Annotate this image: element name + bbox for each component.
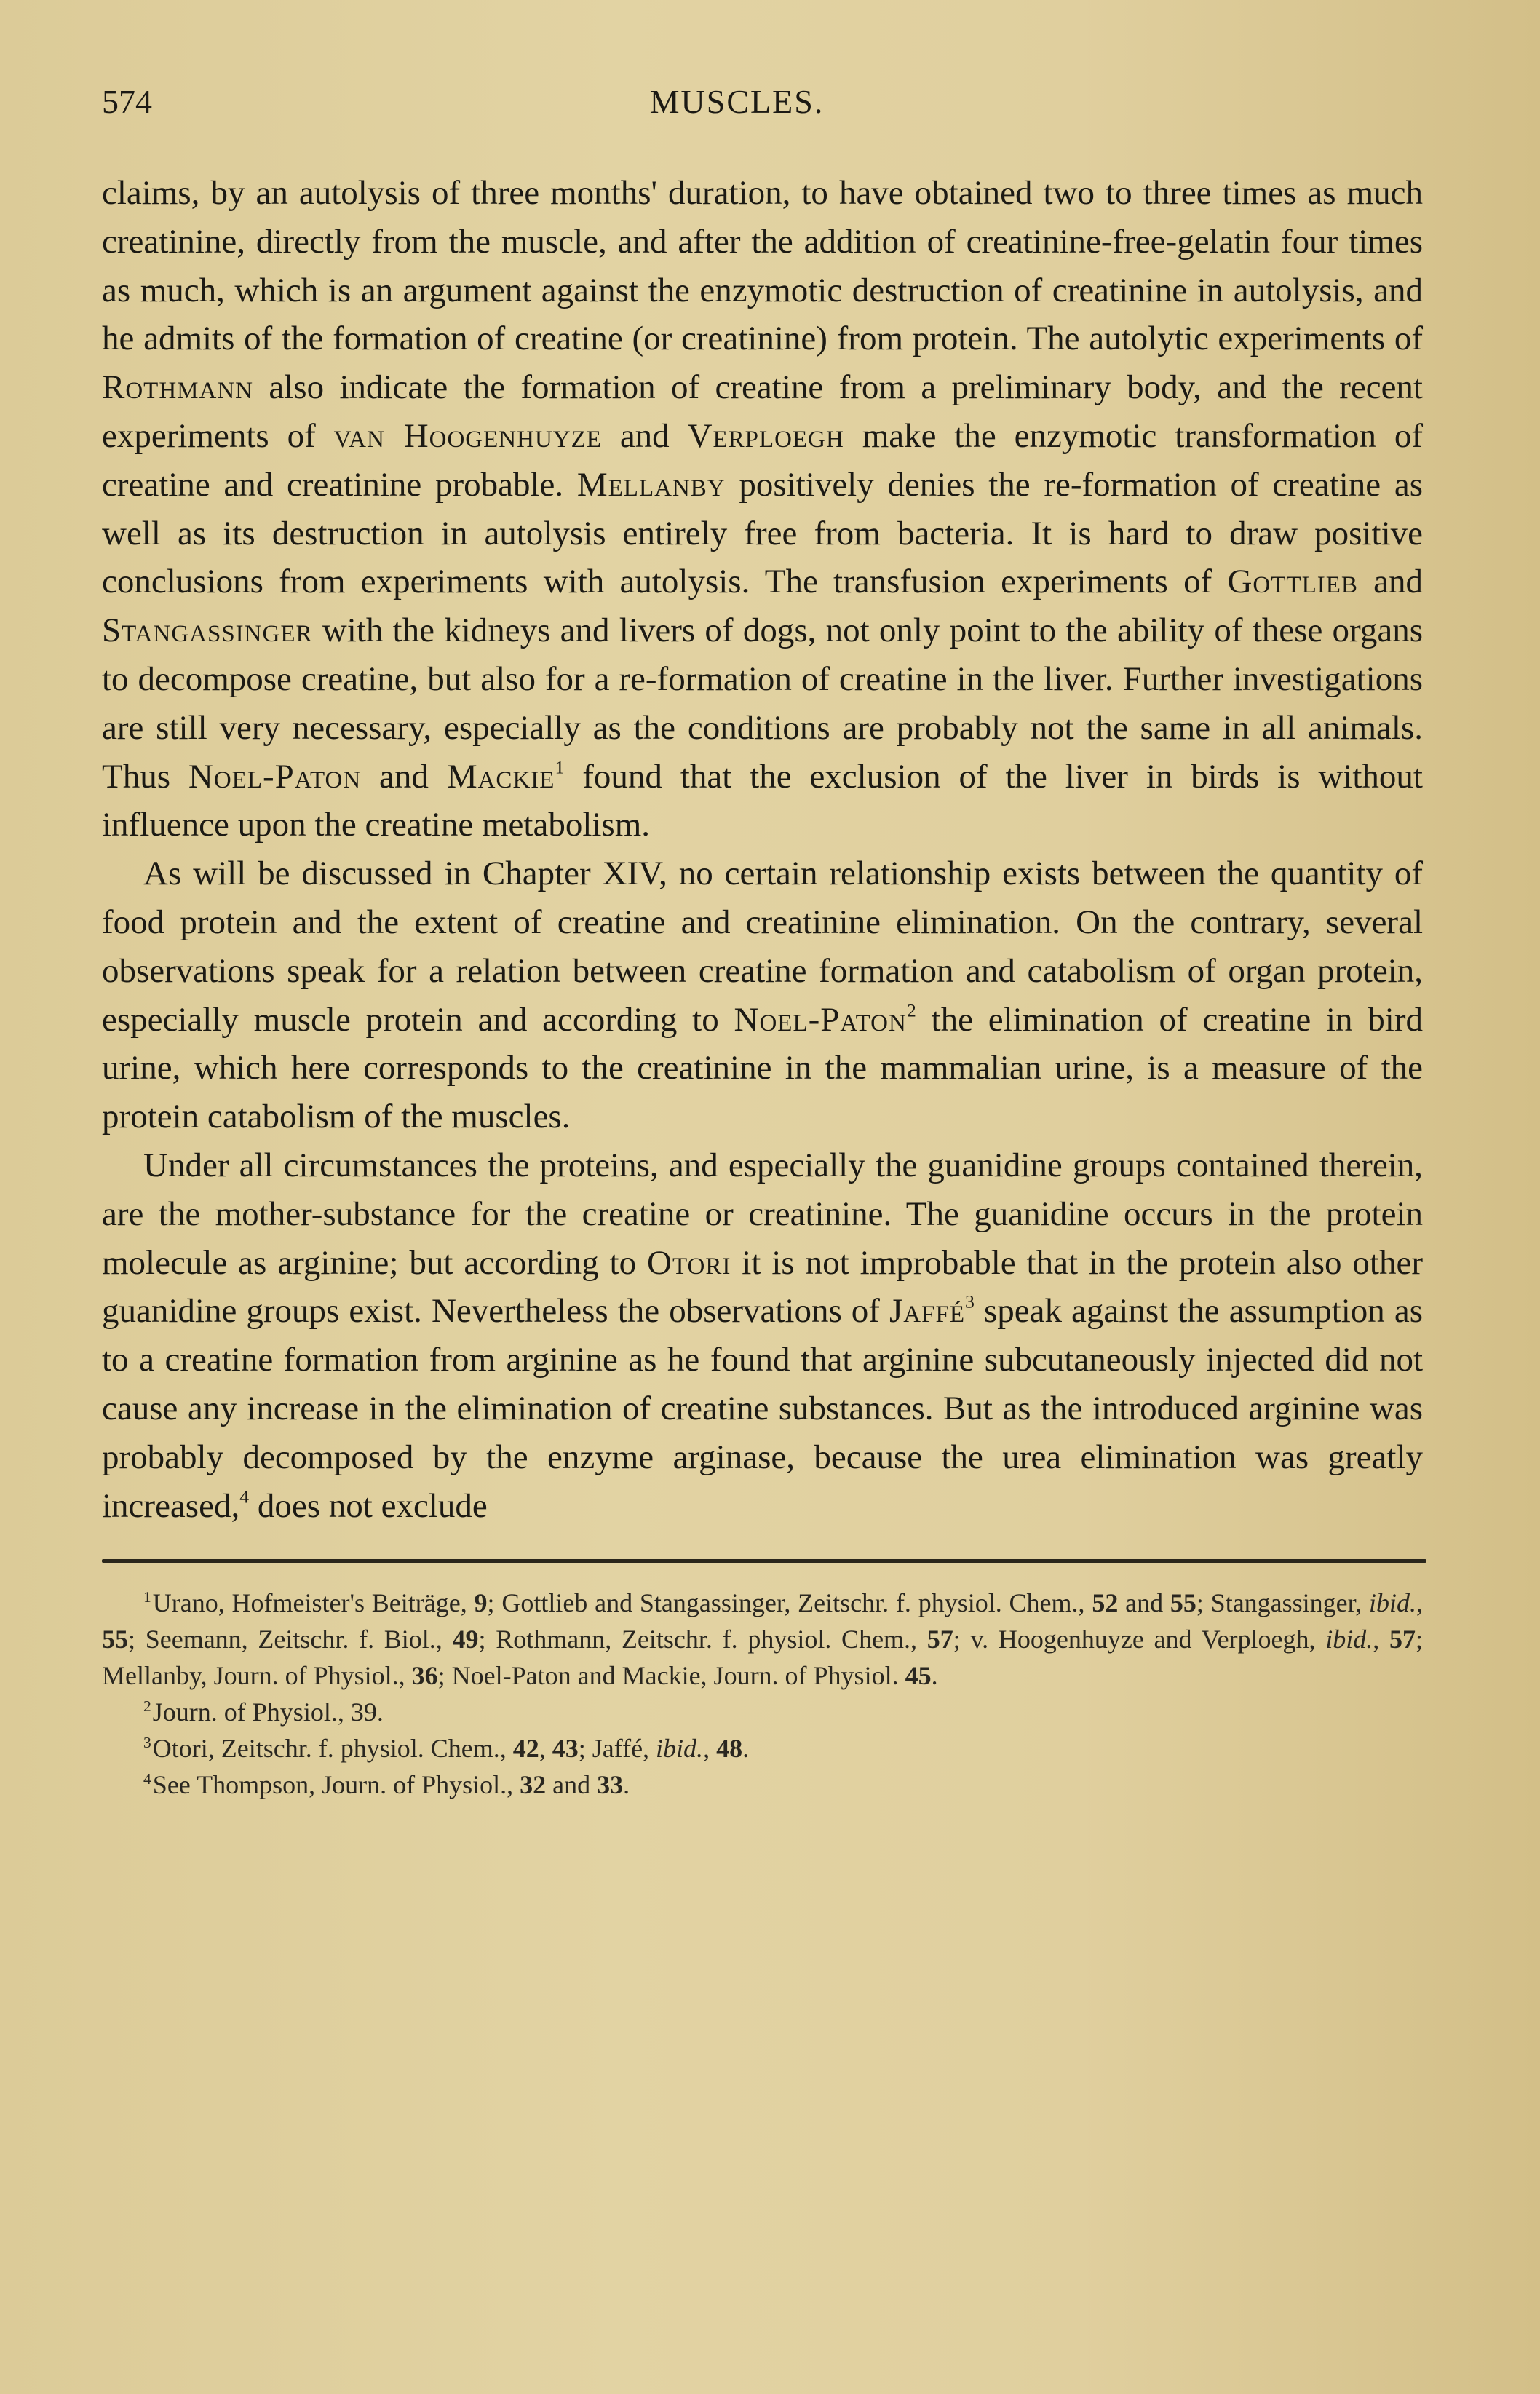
running-title: MUSCLES. [649, 83, 825, 120]
footnote-reference: 3 [965, 1291, 975, 1312]
footnote-marker: 3 [143, 1734, 151, 1752]
italic-text: ibid. [1369, 1588, 1417, 1618]
page-number: 574 [102, 83, 152, 120]
volume-number: 57 [1389, 1625, 1416, 1654]
text-run: ; Mellanby, Journ. of Physiol., [102, 1625, 1423, 1691]
text-run: ; Seemann, Zeitschr. f. Biol., [128, 1625, 453, 1654]
author-name: Stangassinger [102, 611, 313, 650]
text-run: positively denies the re-formation of creatine as well as its destruction in autolysis entirely free from bacteria. It is hard to draw positive conclusions from experiments with autolysis. The transfusion experiments of [102, 465, 1423, 601]
volume-number: 45 [905, 1661, 932, 1691]
text-run: Urano, Hofmeister's Beiträge, [152, 1588, 475, 1618]
footnote-reference: 2 [906, 999, 916, 1021]
running-head [102, 73, 1423, 131]
author-name: Verploegh [687, 416, 844, 455]
volume-number: 49 [452, 1625, 479, 1654]
volume-number: 43 [552, 1734, 579, 1764]
text-run: and [601, 416, 688, 455]
author-name: Noel-Paton [188, 757, 362, 796]
footnote-separator-rule [102, 1559, 1426, 1563]
paragraph-1 [102, 169, 1423, 849]
text-run: , [1416, 1588, 1424, 1618]
footnotes [102, 1585, 1423, 1803]
footnote-2 [102, 1694, 1423, 1730]
paragraph-3 [102, 1141, 1423, 1530]
text-run: , [703, 1734, 717, 1764]
volume-number: 33 [597, 1770, 624, 1800]
text-run: speak against the assumption as to a creatine formation from arginine as he found that arginine subcutaneously injected did not cause any increase in the elimination of creatine substances. But as the introduced arginine was probably decomposed by the enzyme arginase, because the urea elimination was greatly increased, [102, 1292, 1424, 1525]
text-run: make the enzymotic transformation of creatine and creatinine probable. [102, 416, 1423, 504]
author-name: Gottlieb [1227, 563, 1358, 601]
footnote-4 [102, 1767, 1423, 1803]
volume-number: 36 [411, 1661, 438, 1691]
volume-number: 48 [716, 1734, 743, 1764]
text-run: and [546, 1770, 598, 1800]
volume-number: 32 [520, 1770, 547, 1800]
author-name: Rothmann [102, 368, 254, 407]
italic-text: ibid. [1325, 1625, 1373, 1654]
text-run: the elimination of creatine in bird urine, which here corresponds to the creatinine in the mammalian urine, is a measure of the protein catabolism of the muscles. [102, 1000, 1423, 1136]
volume-number: 42 [512, 1734, 539, 1764]
volume-number: 55 [102, 1625, 128, 1654]
volume-number: 52 [1092, 1588, 1119, 1618]
text-run: and [361, 757, 447, 796]
text-run: ; v. Hoogenhuyze and Verploegh, [953, 1625, 1326, 1654]
italic-text: ibid. [656, 1734, 704, 1764]
footnote-marker: 1 [143, 1588, 151, 1606]
book-page [102, 73, 1423, 1803]
text-run: ; Rothmann, Zeitschr. f. physiol. Chem., [478, 1625, 927, 1654]
text-run: ; Stangassinger, [1196, 1588, 1369, 1618]
body-text [102, 169, 1423, 1530]
text-run: it is not improbable that in the protein also other guanidine groups exist. Nevertheless the observations of [102, 1243, 1423, 1331]
author-name: Mackie [446, 757, 555, 796]
text-run: and [1357, 563, 1423, 601]
text-run: ; Noel-Paton and Mackie, Journ. of Physiol. [437, 1661, 905, 1691]
text-run: See Thompson, Journ. of Physiol., [152, 1770, 520, 1800]
text-run: does not exclude [249, 1486, 488, 1525]
text-run: , [539, 1734, 552, 1764]
text-run: Journ. of Physiol., 39. [152, 1697, 384, 1727]
text-run: ; Gottlieb and Stangassinger, Zeitschr. f. physiol. Chem., [487, 1588, 1092, 1618]
text-run: . [623, 1770, 630, 1800]
text-run: ; Jaffé, [578, 1734, 656, 1764]
text-run: and [1118, 1588, 1170, 1618]
footnote-1 [102, 1585, 1423, 1694]
author-name: Mellanby [576, 465, 726, 504]
footnote-3 [102, 1730, 1423, 1767]
footnote-reference: 4 [239, 1486, 250, 1507]
text-run: Otori, Zeitschr. f. physiol. Chem., [152, 1734, 513, 1764]
paragraph-2 [102, 849, 1423, 1141]
footnote-marker: 2 [143, 1697, 151, 1716]
author-name: Jaffé [889, 1292, 966, 1331]
text-run: claims, by an autolysis of three months' duration, to have obtained two to three times as much creatinine, directly from the muscle, and after the addition of creatinine-free-gelatin four times as much, which is an argument against the enzymotic destruction of creatinine in autolysis, and he admits of the formation of creatine (or creatinine) from protein. The autolytic experiments of [102, 174, 1423, 358]
author-name: Otori [647, 1243, 731, 1282]
author-name: van Hoogenhuyze [333, 416, 602, 455]
text-run: Under all circumstances the proteins, and especially the guanidine groups contained therein, are the mother-substance for the creatine or creatinine. The guanidine occurs in the protein molecule as arginine; but according to [102, 1146, 1423, 1282]
author-name: Noel-Paton [734, 1000, 907, 1039]
text-run: . [742, 1734, 750, 1764]
footnote-marker: 4 [143, 1770, 151, 1788]
volume-number: 57 [926, 1625, 953, 1654]
volume-number: 9 [474, 1588, 488, 1618]
text-run: As will be discussed in Chapter XIV, no certain relationship exists between the quantity of food protein and the extent of creatine and creatinine elimination. On the contrary, several observations speak for a relation between creatine formation and catabolism of organ protein, especially muscle protein and according to [102, 855, 1423, 1039]
text-run: found that the exclusion of the liver in birds is without influence upon the creatine metabolism. [102, 757, 1423, 844]
footnote-reference: 1 [555, 756, 565, 778]
text-run: , [1373, 1625, 1389, 1654]
text-run: . [931, 1661, 938, 1691]
volume-number: 55 [1170, 1588, 1196, 1618]
text-run: also indicate the formation of creatine from a preliminary body, and the recent experiments of [102, 368, 1423, 455]
text-run: with the kidneys and livers of dogs, not only point to the ability of these organs to decompose creatine, but also for a re-formation of creatine in the liver. Further investigations are still very necessary, especially as the conditions are probably not the same in all animals. Thus [102, 611, 1423, 796]
